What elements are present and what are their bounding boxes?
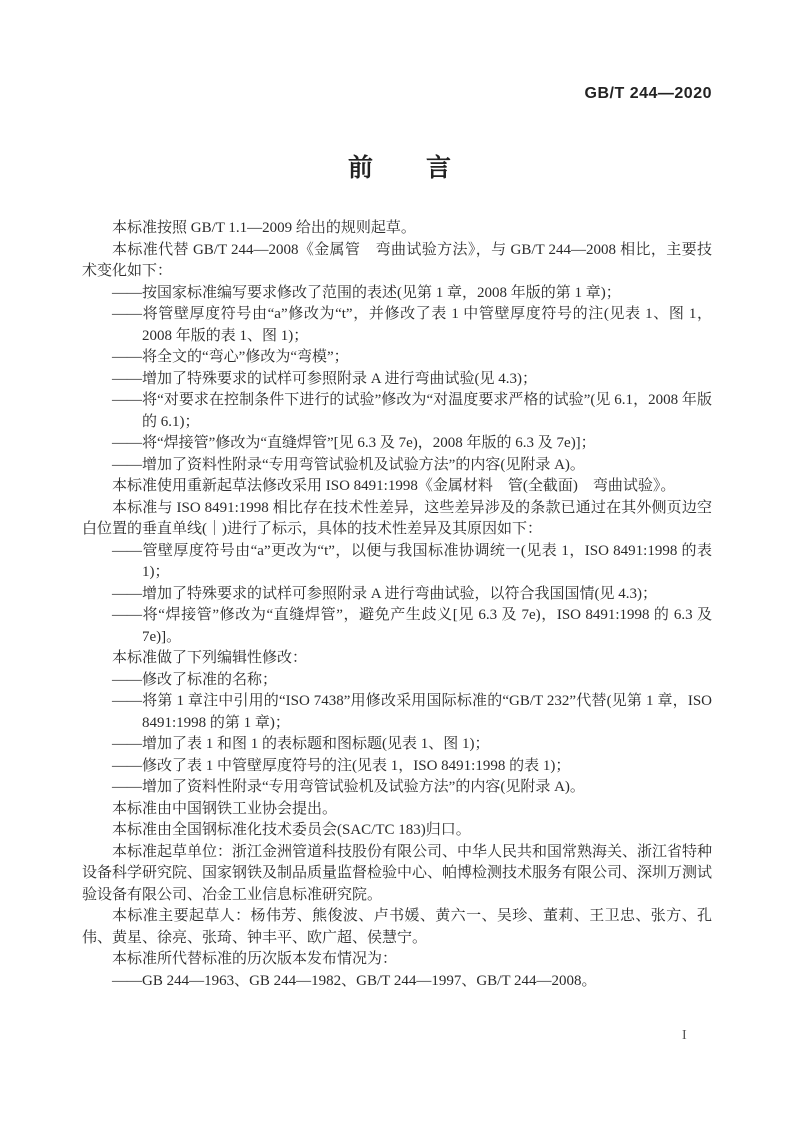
page-number: I [682, 1028, 687, 1043]
change-list-item: ——将全文的“弯心”修改为“弯模”； [112, 349, 349, 365]
paragraph: 本标准所代替标准的历次版本发布情况为： [112, 951, 398, 967]
change-list-item: ——将“焊接管”修改为“直缝焊管”，避免产生歧义[见 6.3 及 7e)，ISO 8491:1998 的 6.3 及 7e)]。 [112, 607, 712, 645]
paragraph: 本标准代替 GB/T 244—2008《金属管 弯曲试验方法》，与 GB/T 244—2008 相比，主要技术变化如下： [82, 241, 712, 279]
change-list-item: ——增加了特殊要求的试样可参照附录 A 进行弯曲试验，以符合我国国情(见 4.3)； [112, 585, 657, 602]
change-list-item: ——将“焊接管”修改为“直缝焊管”[见 6.3 及 7e)，2008 年版的 6.3 及 7e)]； [112, 435, 596, 451]
paragraph: 本标准起草单位：浙江金洲管道科技股份有限公司、中华人民共和国常熟海关、浙江省特种设备科学研究院、国家钢铁及制品质量监督检验中心、帕博检测技术服务有限公司、深圳万测试验设备有限公司、冶金工业信息标准研究院。 [82, 843, 713, 903]
change-list-item: ——增加了资料性附录“专用弯管试验机及试验方法”的内容(见附录 A)。 [112, 779, 585, 795]
paragraph: 本标准做了下列编辑性修改： [112, 650, 308, 666]
paragraph: 本标准使用重新起草法修改采用 ISO 8491:1998《金属材料 管(全截面) 弯曲试验》。 [112, 478, 676, 494]
change-list-item: ——按国家标准编写要求修改了范围的表述(见第 1 章，2008 年版的第 1 章)； [112, 284, 621, 301]
change-list-item: ——增加了表 1 和图 1 的表标题和图标题(见表 1、图 1)； [112, 736, 490, 752]
change-list-item: ——将管壁厚度符号由“a”修改为“t”，并修改了表 1 中管壁厚度符号的注(见表 1、图 1，2008 年版的表 1、图 1)； [112, 306, 712, 344]
foreword-title: 前 言 [347, 154, 452, 182]
change-list-item: ——将第 1 章注中引用的“ISO 7438”用修改采用国际标准的“GB/T 232”代替(见第 1 章，ISO 8491:1998 的第 1 章)； [112, 693, 712, 731]
change-list-item: ——GB 244—1963、GB 244—1982、GB/T 244—1997、GB/T 244—2008。 [112, 972, 597, 989]
paragraph: 本标准由中国钢铁工业协会提出。 [112, 800, 338, 817]
change-list-item: ——管壁厚度符号由“a”更改为“t”，以便与我国标准协调统一(见表 1，ISO 8491:1998 的表 1)； [112, 542, 712, 580]
paragraph: 本标准与 ISO 8491:1998 相比存在技术性差异，这些差异涉及的条款已通过在其外侧页边空白位置的垂直单线(｜)进行了标示，具体的技术性差异及其原因如下： [82, 499, 712, 537]
change-list-item: ——增加了资料性附录“专用弯管试验机及试验方法”的内容(见附录 A)。 [112, 456, 585, 473]
paragraph: 本标准主要起草人：杨伟芳、熊俊波、卢书媛、黄六一、吴珍、董莉、王卫忠、张方、孔伟、黄星、徐亮、张琦、钟丰平、欧广超、侯慧宁。 [82, 908, 712, 946]
change-list-item: ——修改了标准的名称； [112, 671, 278, 688]
foreword-body [82, 218, 712, 992]
change-list-item: ——增加了特殊要求的试样可参照附录 A 进行弯曲试验(见 4.3)； [112, 370, 537, 387]
standard-number: GB/T 244—2020 [584, 85, 712, 102]
paragraph: 本标准由全国钢标准化技术委员会(SAC/TC 183)归口。 [112, 822, 471, 838]
change-list-item: ——将“对要求在控制条件下进行的试验”修改为“对温度要求严格的试验”(见 6.1，2008 年版的 6.1)； [112, 392, 712, 430]
paragraph: 本标准按照 GB/T 1.1—2009 给出的规则起草。 [112, 220, 416, 236]
change-list-item: ——修改了表 1 中管壁厚度符号的注(见表 1，ISO 8491:1998 的表 1)； [112, 757, 571, 774]
